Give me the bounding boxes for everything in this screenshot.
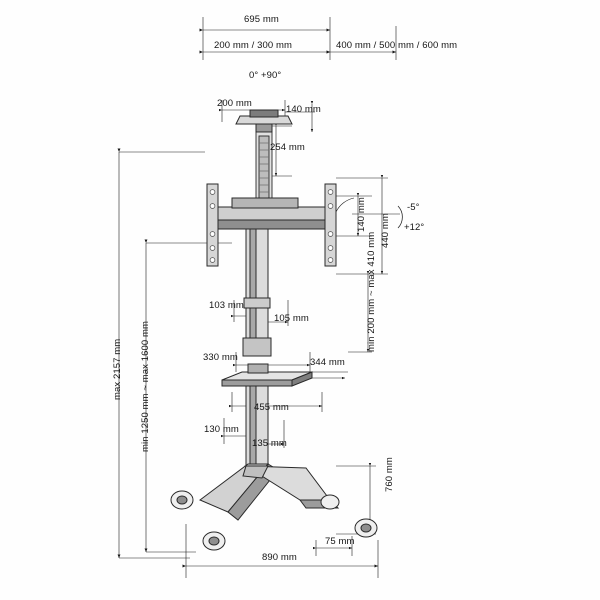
label-column-top-height: 254 mm [270, 142, 305, 153]
label-screen-tilt-neg: -5° [407, 202, 420, 213]
label-top-width: 695 mm [244, 14, 279, 25]
label-base-width: 890 mm [262, 552, 297, 563]
label-shelf-depth: 344 mm [310, 357, 345, 368]
label-screen-tilt-pos: +12° [404, 222, 425, 233]
label-shelf-width: 330 mm [203, 352, 238, 363]
label-base-depth: 760 mm [384, 457, 395, 492]
label-caster-offset: 75 mm [325, 536, 355, 547]
label-camera-plate-width: 200 mm [217, 98, 252, 109]
label-shelf-span: 455 mm [254, 402, 289, 413]
label-top-right-series: 400 mm / 500 mm / 600 mm [336, 40, 458, 51]
label-post-depth-b: 105 mm [274, 313, 309, 324]
label-screen-height-range: min 1250 mm ~ max 1600 mm [140, 320, 151, 452]
label-vesa-height: 140 mm [356, 197, 367, 232]
label-max-total-height: max 2157 mm [112, 338, 123, 400]
label-vesa-range: 440 mm [380, 213, 391, 248]
label-top-left-series: 200 mm / 300 mm [214, 40, 293, 51]
label-camera-tilt: 0° +90° [249, 70, 282, 81]
label-shelf-lower-b: 135 mm [252, 438, 287, 449]
label-post-depth-a: 103 mm [209, 300, 244, 311]
label-camera-plate-depth: 140 mm [286, 104, 321, 115]
label-shelf-lower-a: 130 mm [204, 424, 239, 435]
label-mount-range: min 200 mm ~ max 410 mm [366, 231, 377, 352]
